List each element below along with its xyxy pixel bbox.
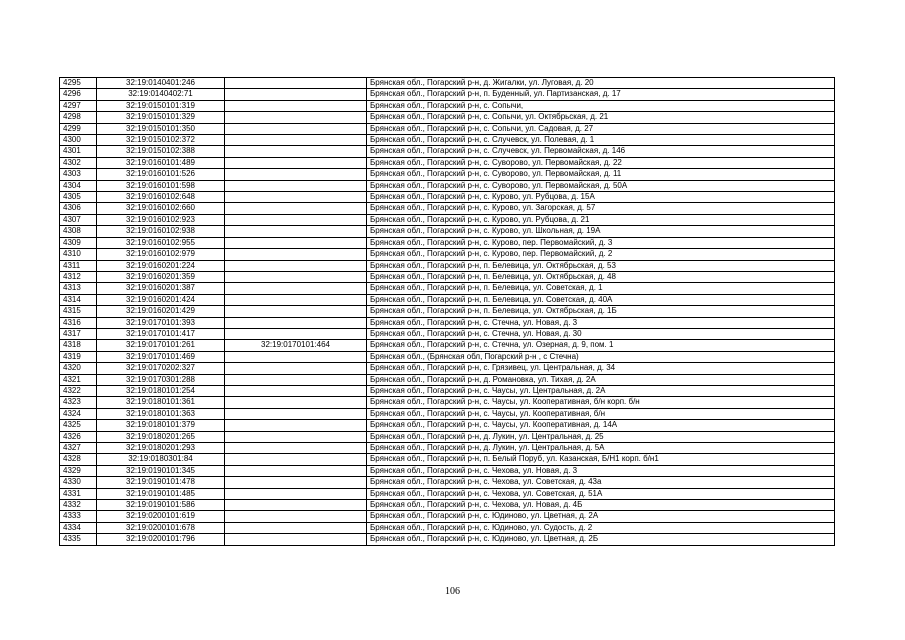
linked-cadastral-cell xyxy=(225,283,367,294)
cadastral-number-cell: 32:19:0160201:224 xyxy=(97,260,225,271)
address-cell: Брянская обл., Погарский р-н, д. Лукин, ул. Центральная, д. 25 xyxy=(367,431,835,442)
row-number-cell: 4300 xyxy=(60,135,97,146)
linked-cadastral-cell xyxy=(225,100,367,111)
row-number-cell: 4335 xyxy=(60,534,97,545)
row-number-cell: 4302 xyxy=(60,157,97,168)
address-cell: Брянская обл., Погарский р-н, с. Курово, ул. Школьная, д. 19А xyxy=(367,226,835,237)
cadastral-number-cell: 32:19:0160201:387 xyxy=(97,283,225,294)
property-registry-table xyxy=(59,77,835,546)
table-row xyxy=(60,100,835,111)
linked-cadastral-cell xyxy=(225,385,367,396)
linked-cadastral-cell xyxy=(225,328,367,339)
table-row xyxy=(60,317,835,328)
address-cell: Брянская обл., Погарский р-н, с. Юдиново, ул. Цветная, д. 2А xyxy=(367,511,835,522)
linked-cadastral-cell xyxy=(225,534,367,545)
address-cell: Брянская обл., Погарский р-н, с. Курово, ул. Рубцова, д. 15А xyxy=(367,192,835,203)
linked-cadastral-cell xyxy=(225,157,367,168)
row-number-cell: 4298 xyxy=(60,112,97,123)
address-cell: Брянская обл., Погарский р-н, с. Случевск, ул. Полевая, д. 1 xyxy=(367,135,835,146)
linked-cadastral-cell xyxy=(225,420,367,431)
row-number-cell: 4331 xyxy=(60,488,97,499)
table-row xyxy=(60,237,835,248)
cadastral-number-cell: 32:19:0160102:938 xyxy=(97,226,225,237)
table-row xyxy=(60,340,835,351)
address-cell: Брянская обл., Погарский р-н, с. Стечна, ул. Озерная, д. 9, пом. 1 xyxy=(367,340,835,351)
row-number-cell: 4309 xyxy=(60,237,97,248)
row-number-cell: 4328 xyxy=(60,454,97,465)
address-cell: Брянская обл., Погарский р-н, с. Чехова, ул. Советская, д. 43а xyxy=(367,477,835,488)
table-row xyxy=(60,374,835,385)
address-cell: Брянская обл., Погарский р-н, с. Суворово, ул. Первомайская, д. 22 xyxy=(367,157,835,168)
table-row xyxy=(60,511,835,522)
cadastral-number-cell: 32:19:0180101:361 xyxy=(97,397,225,408)
address-cell: Брянская обл., Погарский р-н, с. Случевск, ул. Первомайская, д. 146 xyxy=(367,146,835,157)
linked-cadastral-cell xyxy=(225,180,367,191)
row-number-cell: 4319 xyxy=(60,351,97,362)
address-cell: Брянская обл., Погарский р-н, п. Белевица, ул. Октябрьская, д. 48 xyxy=(367,271,835,282)
row-number-cell: 4318 xyxy=(60,340,97,351)
address-cell: Брянская обл., Погарский р-н, с. Суворово, ул. Первомайская, д. 11 xyxy=(367,169,835,180)
row-number-cell: 4332 xyxy=(60,500,97,511)
address-cell: Брянская обл., Погарский р-н, п. Белый Поруб, ул. Казанская, Б/Н1 корп. б/н1 xyxy=(367,454,835,465)
cadastral-number-cell: 32:19:0180101:363 xyxy=(97,408,225,419)
table-row xyxy=(60,431,835,442)
row-number-cell: 4324 xyxy=(60,408,97,419)
linked-cadastral-cell xyxy=(225,351,367,362)
linked-cadastral-cell xyxy=(225,226,367,237)
cadastral-number-cell: 32:19:0170202:327 xyxy=(97,363,225,374)
cadastral-number-cell: 32:19:0150102:388 xyxy=(97,146,225,157)
linked-cadastral-cell xyxy=(225,260,367,271)
row-number-cell: 4326 xyxy=(60,431,97,442)
row-number-cell: 4325 xyxy=(60,420,97,431)
address-cell: Брянская обл., Погарский р-н, д. Лукин, ул. Центральная, д. 5А xyxy=(367,443,835,454)
row-number-cell: 4308 xyxy=(60,226,97,237)
linked-cadastral-cell xyxy=(225,203,367,214)
row-number-cell: 4306 xyxy=(60,203,97,214)
row-number-cell: 4304 xyxy=(60,180,97,191)
address-cell: Брянская обл., Погарский р-н, с. Юдиново, ул. Судость, д. 2 xyxy=(367,522,835,533)
cadastral-number-cell: 32:19:0140401:246 xyxy=(97,78,225,89)
address-cell: Брянская обл., Погарский р-н, п. Белевица, ул. Октябрьская, д. 1Б xyxy=(367,306,835,317)
address-cell: Брянская обл., Погарский р-н, с. Стечна, ул. Новая, д. 30 xyxy=(367,328,835,339)
cadastral-number-cell: 32:19:0160101:489 xyxy=(97,157,225,168)
row-number-cell: 4322 xyxy=(60,385,97,396)
row-number-cell: 4317 xyxy=(60,328,97,339)
table-row xyxy=(60,454,835,465)
row-number-cell: 4312 xyxy=(60,271,97,282)
table-row xyxy=(60,408,835,419)
table-row xyxy=(60,465,835,476)
cadastral-number-cell: 32:19:0170101:417 xyxy=(97,328,225,339)
row-number-cell: 4333 xyxy=(60,511,97,522)
address-cell: Брянская обл., Погарский р-н, с. Чехова, ул. Новая, д. 4Б xyxy=(367,500,835,511)
table-body xyxy=(60,78,835,546)
linked-cadastral-cell xyxy=(225,306,367,317)
row-number-cell: 4295 xyxy=(60,78,97,89)
table-row xyxy=(60,306,835,317)
table-row xyxy=(60,420,835,431)
table-row xyxy=(60,89,835,100)
cadastral-number-cell: 32:19:0170301:288 xyxy=(97,374,225,385)
address-cell: Брянская обл., Погарский р-н, с. Юдиново, ул. Цветная, д. 2Б xyxy=(367,534,835,545)
linked-cadastral-cell xyxy=(225,488,367,499)
row-number-cell: 4330 xyxy=(60,477,97,488)
table-row xyxy=(60,180,835,191)
linked-cadastral-cell xyxy=(225,397,367,408)
linked-cadastral-cell xyxy=(225,78,367,89)
cadastral-number-cell: 32:19:0180301:84 xyxy=(97,454,225,465)
linked-cadastral-cell xyxy=(225,454,367,465)
linked-cadastral-cell xyxy=(225,135,367,146)
linked-cadastral-cell xyxy=(225,89,367,100)
cadastral-number-cell: 32:19:0160201:429 xyxy=(97,306,225,317)
linked-cadastral-cell xyxy=(225,192,367,203)
row-number-cell: 4301 xyxy=(60,146,97,157)
table-row xyxy=(60,477,835,488)
address-cell: Брянская обл., Погарский р-н, с. Курово, ул. Загорская, д. 57 xyxy=(367,203,835,214)
row-number-cell: 4315 xyxy=(60,306,97,317)
cadastral-number-cell: 32:19:0160102:648 xyxy=(97,192,225,203)
address-cell: Брянская обл., Погарский р-н, с. Стечна, ул. Новая, д. 3 xyxy=(367,317,835,328)
linked-cadastral-cell xyxy=(225,477,367,488)
linked-cadastral-cell xyxy=(225,465,367,476)
table-row xyxy=(60,443,835,454)
page-number: 106 xyxy=(445,586,460,597)
cadastral-number-cell: 32:19:0190101:586 xyxy=(97,500,225,511)
address-cell: Брянская обл., Погарский р-н, с. Сопычи, ул. Садовая, д. 27 xyxy=(367,123,835,134)
linked-cadastral-cell xyxy=(225,363,367,374)
row-number-cell: 4334 xyxy=(60,522,97,533)
row-number-cell: 4305 xyxy=(60,192,97,203)
table-row xyxy=(60,169,835,180)
cadastral-number-cell: 32:19:0160102:979 xyxy=(97,249,225,260)
cadastral-number-cell: 32:19:0180201:265 xyxy=(97,431,225,442)
address-cell: Брянская обл., Погарский р-н, с. Чаусы, ул. Кооперативная, б/н корп. б/н xyxy=(367,397,835,408)
table-row xyxy=(60,146,835,157)
address-cell: Брянская обл., Погарский р-н, с. Сопычи, ул. Октябрьская, д. 21 xyxy=(367,112,835,123)
row-number-cell: 4299 xyxy=(60,123,97,134)
address-cell: Брянская обл., Погарский р-н, п. Белевица, ул. Советская, д. 1 xyxy=(367,283,835,294)
cadastral-number-cell: 32:19:0160102:923 xyxy=(97,214,225,225)
linked-cadastral-cell xyxy=(225,443,367,454)
address-cell: Брянская обл., Погарский р-н, с. Чаусы, ул. Кооперативная, д. 14А xyxy=(367,420,835,431)
row-number-cell: 4316 xyxy=(60,317,97,328)
cadastral-number-cell: 32:19:0200101:678 xyxy=(97,522,225,533)
row-number-cell: 4313 xyxy=(60,283,97,294)
cadastral-number-cell: 32:19:0200101:796 xyxy=(97,534,225,545)
row-number-cell: 4327 xyxy=(60,443,97,454)
table-row xyxy=(60,112,835,123)
table-row xyxy=(60,123,835,134)
address-cell: Брянская обл., Погарский р-н, с. Курово, пер. Первомайский, д. 2 xyxy=(367,249,835,260)
linked-cadastral-cell xyxy=(225,146,367,157)
address-cell: Брянская обл., Погарский р-н, с. Грязивец, ул. Центральная, д. 34 xyxy=(367,363,835,374)
cadastral-number-cell: 32:19:0170101:261 xyxy=(97,340,225,351)
cadastral-number-cell: 32:19:0190101:345 xyxy=(97,465,225,476)
table-row xyxy=(60,283,835,294)
cadastral-number-cell: 32:19:0170101:469 xyxy=(97,351,225,362)
address-cell: Брянская обл., Погарский р-н, с. Чаусы, ул. Центральная, д. 2А xyxy=(367,385,835,396)
cadastral-number-cell: 32:19:0190101:485 xyxy=(97,488,225,499)
cadastral-number-cell: 32:19:0150101:350 xyxy=(97,123,225,134)
cadastral-number-cell: 32:19:0170101:393 xyxy=(97,317,225,328)
table-row xyxy=(60,135,835,146)
linked-cadastral-cell xyxy=(225,294,367,305)
cadastral-number-cell: 32:19:0150102:372 xyxy=(97,135,225,146)
cadastral-number-cell: 32:19:0150101:319 xyxy=(97,100,225,111)
row-number-cell: 4310 xyxy=(60,249,97,260)
address-cell: Брянская обл., Погарский р-н, с. Суворово, ул. Первомайская, д. 50А xyxy=(367,180,835,191)
table-row xyxy=(60,226,835,237)
linked-cadastral-cell xyxy=(225,169,367,180)
cadastral-number-cell: 32:19:0180201:293 xyxy=(97,443,225,454)
cadastral-number-cell: 32:19:0160101:598 xyxy=(97,180,225,191)
linked-cadastral-cell xyxy=(225,511,367,522)
table-row xyxy=(60,500,835,511)
table-row xyxy=(60,157,835,168)
table-row xyxy=(60,214,835,225)
address-cell: Брянская обл., Погарский р-н, с. Чехова, ул. Советская, д. 51А xyxy=(367,488,835,499)
linked-cadastral-cell xyxy=(225,522,367,533)
row-number-cell: 4314 xyxy=(60,294,97,305)
address-cell: Брянская обл., Погарский р-н, п. Буденный, ул. Партизанская, д. 17 xyxy=(367,89,835,100)
table-row xyxy=(60,192,835,203)
linked-cadastral-cell xyxy=(225,123,367,134)
cadastral-number-cell: 32:19:0180101:379 xyxy=(97,420,225,431)
linked-cadastral-cell xyxy=(225,431,367,442)
linked-cadastral-cell xyxy=(225,271,367,282)
cadastral-number-cell: 32:19:0180101:254 xyxy=(97,385,225,396)
linked-cadastral-cell xyxy=(225,237,367,248)
table-row xyxy=(60,397,835,408)
cadastral-number-cell: 32:19:0160201:424 xyxy=(97,294,225,305)
cadastral-number-cell: 32:19:0160102:955 xyxy=(97,237,225,248)
address-cell: Брянская обл., Погарский р-н, с. Чаусы, ул. Кооперативная, б/н xyxy=(367,408,835,419)
linked-cadastral-cell xyxy=(225,408,367,419)
cadastral-number-cell: 32:19:0160201:359 xyxy=(97,271,225,282)
row-number-cell: 4329 xyxy=(60,465,97,476)
linked-cadastral-cell: 32:19:0170101:464 xyxy=(225,340,367,351)
linked-cadastral-cell xyxy=(225,500,367,511)
row-number-cell: 4323 xyxy=(60,397,97,408)
table-row xyxy=(60,249,835,260)
table-row xyxy=(60,351,835,362)
row-number-cell: 4303 xyxy=(60,169,97,180)
address-cell: Брянская обл., Погарский р-н, д. Романовка, ул. Тихая, д. 2А xyxy=(367,374,835,385)
linked-cadastral-cell xyxy=(225,112,367,123)
row-number-cell: 4320 xyxy=(60,363,97,374)
address-cell: Брянская обл., Погарский р-н, с. Сопычи, xyxy=(367,100,835,111)
table-row xyxy=(60,534,835,545)
table-row xyxy=(60,203,835,214)
row-number-cell: 4297 xyxy=(60,100,97,111)
table-row xyxy=(60,522,835,533)
table-row xyxy=(60,271,835,282)
linked-cadastral-cell xyxy=(225,249,367,260)
address-cell: Брянская обл., Погарский р-н, с. Чехова, ул. Новая, д. 3 xyxy=(367,465,835,476)
row-number-cell: 4296 xyxy=(60,89,97,100)
table-row xyxy=(60,385,835,396)
table-row xyxy=(60,260,835,271)
row-number-cell: 4321 xyxy=(60,374,97,385)
cadastral-number-cell: 32:19:0200101:619 xyxy=(97,511,225,522)
linked-cadastral-cell xyxy=(225,317,367,328)
cadastral-number-cell: 32:19:0140402:71 xyxy=(97,89,225,100)
linked-cadastral-cell xyxy=(225,374,367,385)
address-cell: Брянская обл., Погарский р-н, с. Курово, пер. Первомайский, д. 3 xyxy=(367,237,835,248)
cadastral-number-cell: 32:19:0160102:660 xyxy=(97,203,225,214)
row-number-cell: 4311 xyxy=(60,260,97,271)
address-cell: Брянская обл., Погарский р-н, д. Жигалки, ул. Луговая, д. 20 xyxy=(367,78,835,89)
address-cell: Брянская обл., Погарский р-н, п. Белевица, ул. Октябрьская, д. 53 xyxy=(367,260,835,271)
linked-cadastral-cell xyxy=(225,214,367,225)
address-cell: Брянская обл., Погарский р-н, п. Белевица, ул. Советская, д. 40А xyxy=(367,294,835,305)
row-number-cell: 4307 xyxy=(60,214,97,225)
table-row xyxy=(60,78,835,89)
cadastral-number-cell: 32:19:0160101:526 xyxy=(97,169,225,180)
address-cell: Брянская обл., (Брянская обл, Погарский р-н , с Стечна) xyxy=(367,351,835,362)
table-row xyxy=(60,294,835,305)
address-cell: Брянская обл., Погарский р-н, с. Курово, ул. Рубцова, д. 21 xyxy=(367,214,835,225)
table-row xyxy=(60,488,835,499)
table-row xyxy=(60,363,835,374)
cadastral-number-cell: 32:19:0150101:329 xyxy=(97,112,225,123)
table-row xyxy=(60,328,835,339)
cadastral-number-cell: 32:19:0190101:478 xyxy=(97,477,225,488)
